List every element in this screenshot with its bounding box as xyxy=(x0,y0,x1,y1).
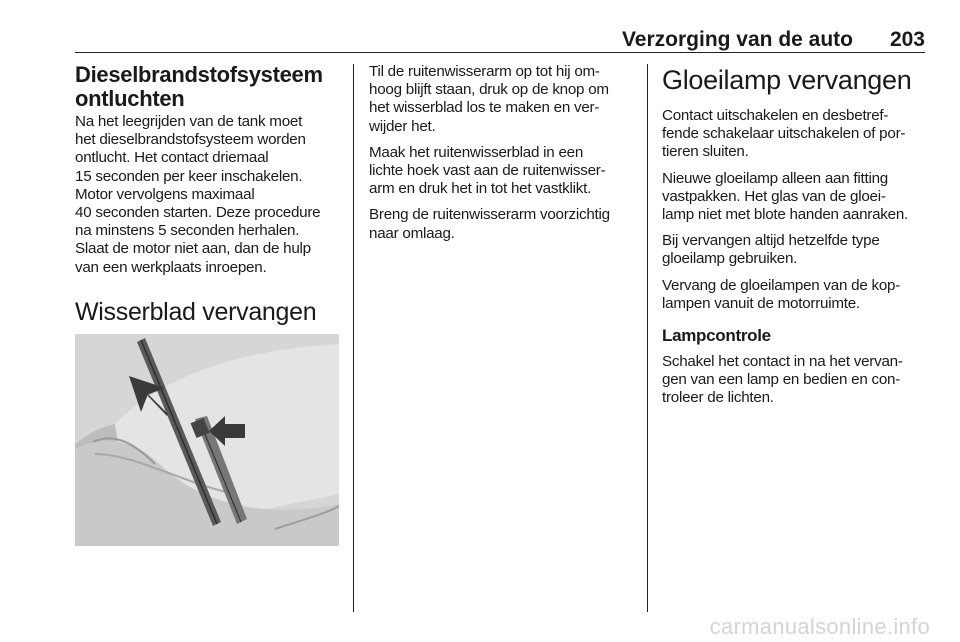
heading-lamp-check: Lampcontrole xyxy=(662,326,771,346)
column-divider-right xyxy=(647,64,648,612)
column-2 xyxy=(369,63,637,243)
paragraph-lamp-check: Schakel het contact in na het vervan- gen van een lamp en bedien en con- troleer de lichten. xyxy=(662,353,903,407)
column-1 xyxy=(75,63,343,327)
paragraph-same-type: Bij vervangen altijd hetzelfde type gloeilamp gebruiken. xyxy=(662,232,880,268)
page-header xyxy=(75,28,925,53)
heading-diesel-bleed: Dieselbrandstofsysteem ontluchten xyxy=(75,62,323,111)
wiper-illustration xyxy=(75,334,339,546)
paragraph-hold-bulb: Nieuwe gloeilamp alleen aan fitting vastpakken. Het glas van de gloei- lamp niet met blote handen aanraken. xyxy=(662,169,908,224)
paragraph-headlamp-bulbs: Vervang de gloeilampen van de kop- lampen vanuit de motorruimte. xyxy=(662,276,901,312)
paragraph-diesel-bleed: Na het leegrijden van de tank moet het dieselbrandstofsysteem worden ontlucht. Het contact driemaal 15 seconden per keer inschakelen. Motor vervolgens maximaal 40 seconden starten. Deze procedure na minstens 5 seconden herhalen. Slaat de motor niet aan, dan de hulp van een werkplaats inroepen. xyxy=(75,113,321,276)
wiper-drawing xyxy=(75,334,339,546)
page-number: 203 xyxy=(889,28,925,51)
paragraph-lift-arm: Til de ruitenwisserarm op tot hij om- hoog blijft staan, druk op de knop om het wisserblad los te maken en ver- wijder het. xyxy=(369,63,609,135)
paragraph-attach-blade: Maak het ruitenwisserblad in een lichte hoek vast aan de ruitenwisser- arm en druk het in tot het vastklikt. xyxy=(369,143,606,198)
watermark-text: carmanualsonline.info xyxy=(709,614,930,639)
column-3 xyxy=(662,63,930,408)
header-title: Verzorging van de auto xyxy=(621,28,853,51)
heading-wiper-replace: Wisserblad vervangen xyxy=(75,297,317,326)
paragraph-lower-arm: Breng de ruitenwisserarm voorzichtig naar omlaag. xyxy=(369,206,610,242)
column-divider-left xyxy=(353,64,354,612)
paragraph-switch-off: Contact uitschakelen en desbetref- fende schakelaar uitschakelen of por- tieren sluiten. xyxy=(662,107,906,161)
heading-bulb-replace: Gloeilamp vervangen xyxy=(662,65,912,95)
